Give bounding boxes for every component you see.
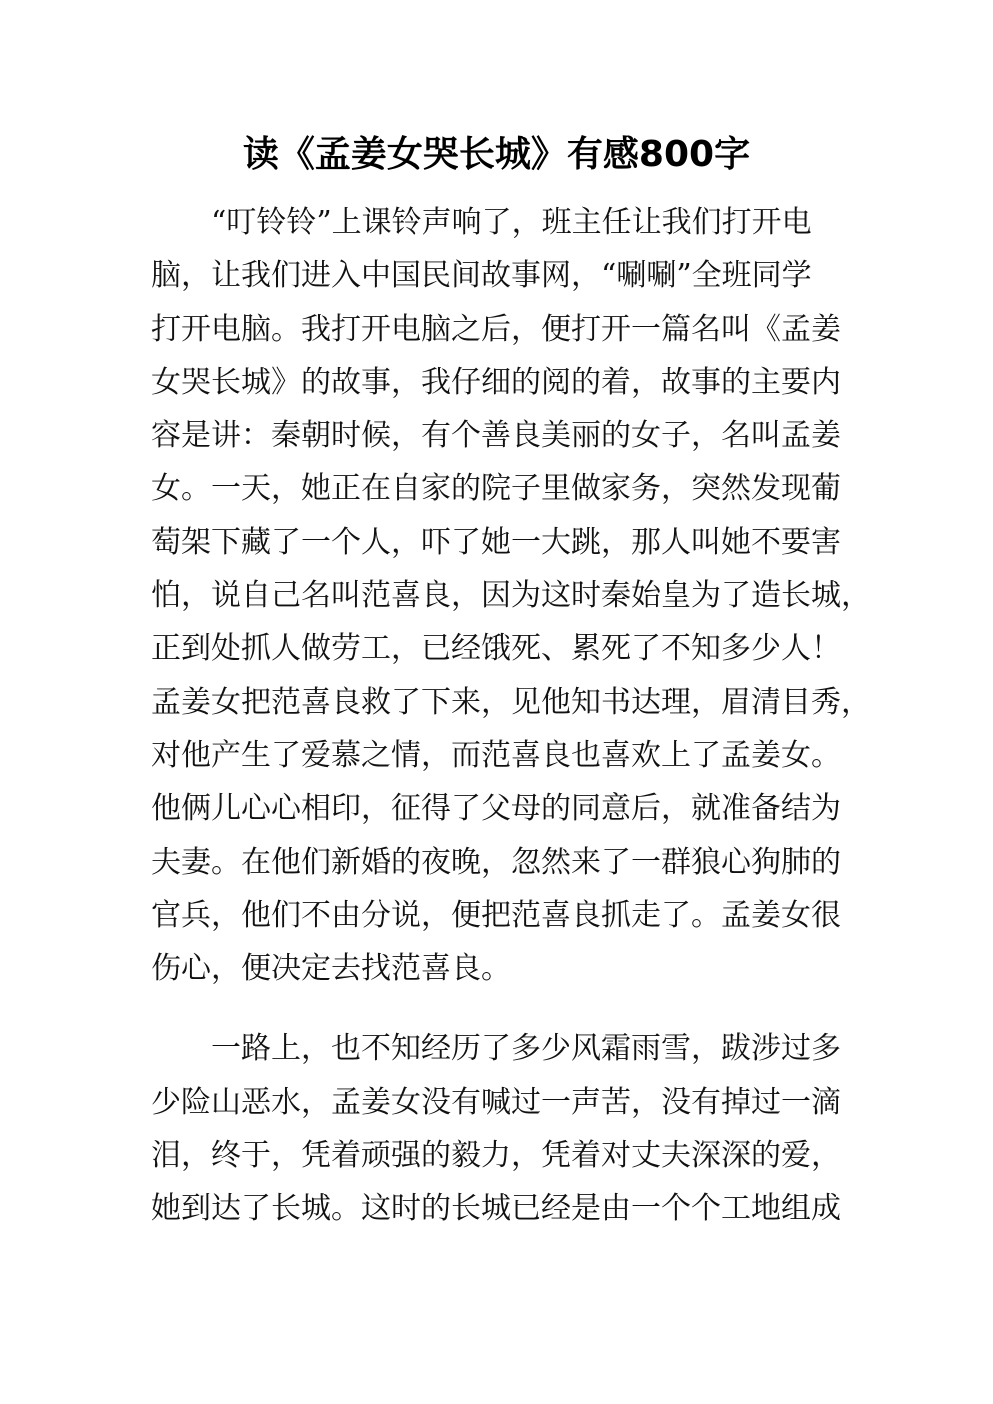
text-line: 脑，让我们进入中国民间故事网，“唰唰”全班同学 [151,258,812,294]
text-line: 正到处抓人做劳工，已经饿死、累死了不知多少人！ [151,631,841,667]
text-line: 泪，终于，凭着顽强的毅力，凭着对丈夫深深的爱， [151,1138,841,1174]
document-body [151,196,871,1236]
text-line: 伤心，便决定去找范喜良。 [151,951,511,987]
paragraph-spacer [151,995,863,1022]
paragraph-2 [151,1022,863,1235]
text-line: 萄架下藏了一个人，吓了她一大跳，那人叫她不要害 [151,524,841,560]
text-line: 夫妻。在他们新婚的夜晚，忽然来了一群狼心狗肺的 [151,844,841,880]
text-line: 打开电脑。我打开电脑之后，便打开一篇名叫《孟姜 [151,311,841,347]
text-line: 她到达了长城。这时的长城已经是由一个个工地组成 [151,1191,841,1227]
text-line: 女哭长城》的故事，我仔细的阅的着，故事的主要内 [151,364,841,400]
text-line: 对他产生了爱慕之情，而范喜良也喜欢上了孟姜女。 [151,737,841,773]
paragraph-1 [151,196,871,995]
text-line: 女。一天，她正在自家的院子里做家务，突然发现葡 [151,471,841,507]
text-line: “叮铃铃”上课铃声响了，班主任让我们打开电 [211,205,812,240]
text-line: 一路上，也不知经历了多少风霜雨雪，跋涉过多 [211,1031,841,1067]
text-line: 官兵，他们不由分说，便把范喜良抓走了。孟姜女很 [151,897,841,933]
text-line: 少险山恶水，孟姜女没有喊过一声苦，没有掉过一滴 [151,1084,841,1120]
document-title: 读《孟姜女哭长城》有感800字 [242,134,751,175]
text-line: 孟姜女把范喜良救了下来，见他知书达理，眉清目秀， [151,684,871,720]
text-line: 容是讲：秦朝时候，有个善良美丽的女子，名叫孟姜 [151,418,841,454]
text-line: 他俩儿心心相印，征得了父母的同意后，就准备结为 [151,791,841,827]
text-line: 怕，说自己名叫范喜良，因为这时秦始皇为了造长城， [151,578,871,614]
